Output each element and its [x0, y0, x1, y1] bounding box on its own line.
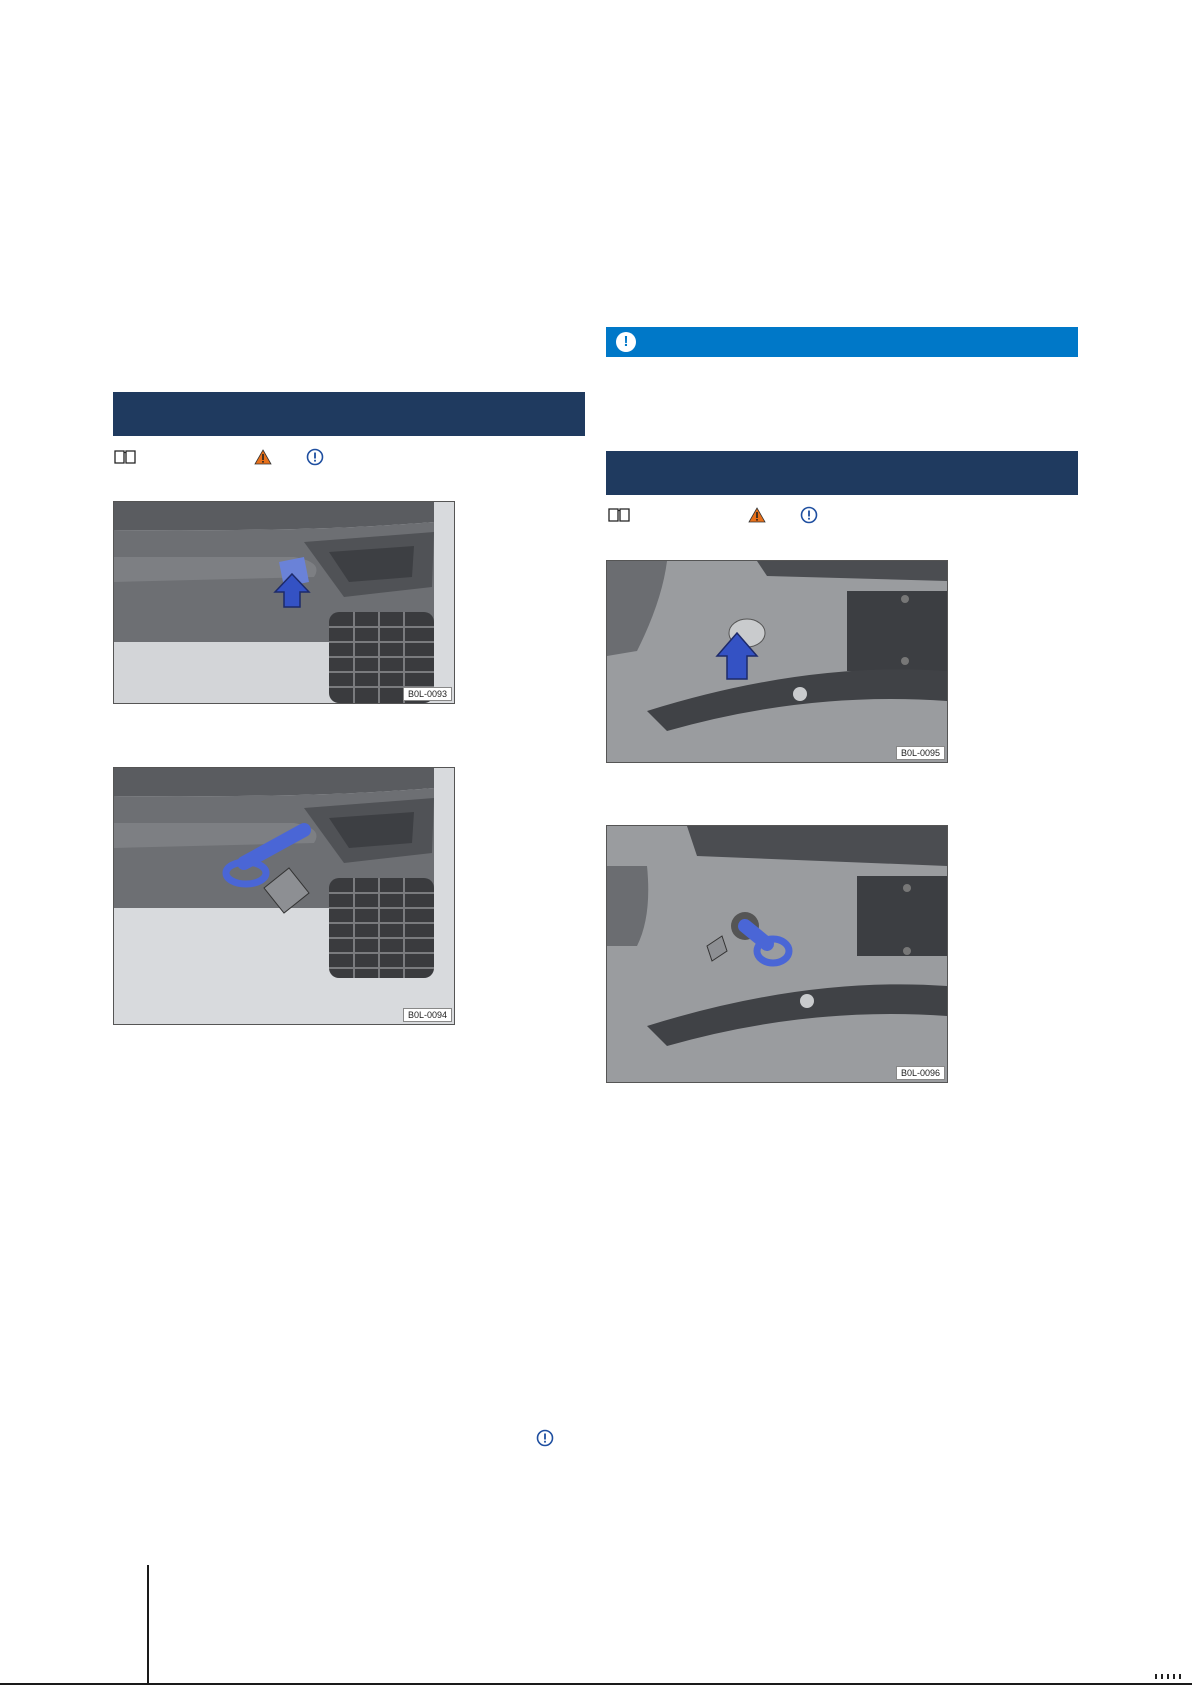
figure-front-cover — [606, 560, 948, 763]
figure-code: B0L-0095 — [896, 746, 945, 760]
notice-header-bar — [606, 327, 1078, 357]
front-tow-eye-illustration — [607, 826, 947, 1082]
exclamation-icon: ! — [616, 332, 636, 352]
figure-code: B0L-0093 — [403, 687, 452, 701]
figure-front-tow-eye — [606, 825, 948, 1083]
section-heading-bar-front — [606, 451, 1078, 495]
figure-rear-tow-eye — [113, 767, 455, 1025]
figure-code: B0L-0094 — [403, 1008, 452, 1022]
warning-triangle-icon — [254, 449, 272, 465]
figure-rear-cover — [113, 501, 455, 704]
margin-rule — [147, 1565, 149, 1685]
front-bumper-illustration — [607, 561, 947, 762]
section-heading-bar-rear — [113, 392, 585, 436]
crop-marks — [1155, 1672, 1185, 1680]
book-icon — [608, 507, 630, 523]
warning-triangle-icon — [748, 507, 766, 523]
book-icon — [114, 449, 136, 465]
rear-tow-eye-illustration — [114, 768, 454, 1024]
exclamation-circle-icon — [536, 1429, 554, 1447]
figure-code: B0L-0096 — [896, 1066, 945, 1080]
rear-bumper-illustration — [114, 502, 454, 703]
exclamation-circle-icon — [800, 506, 818, 524]
exclamation-circle-icon — [306, 448, 324, 466]
